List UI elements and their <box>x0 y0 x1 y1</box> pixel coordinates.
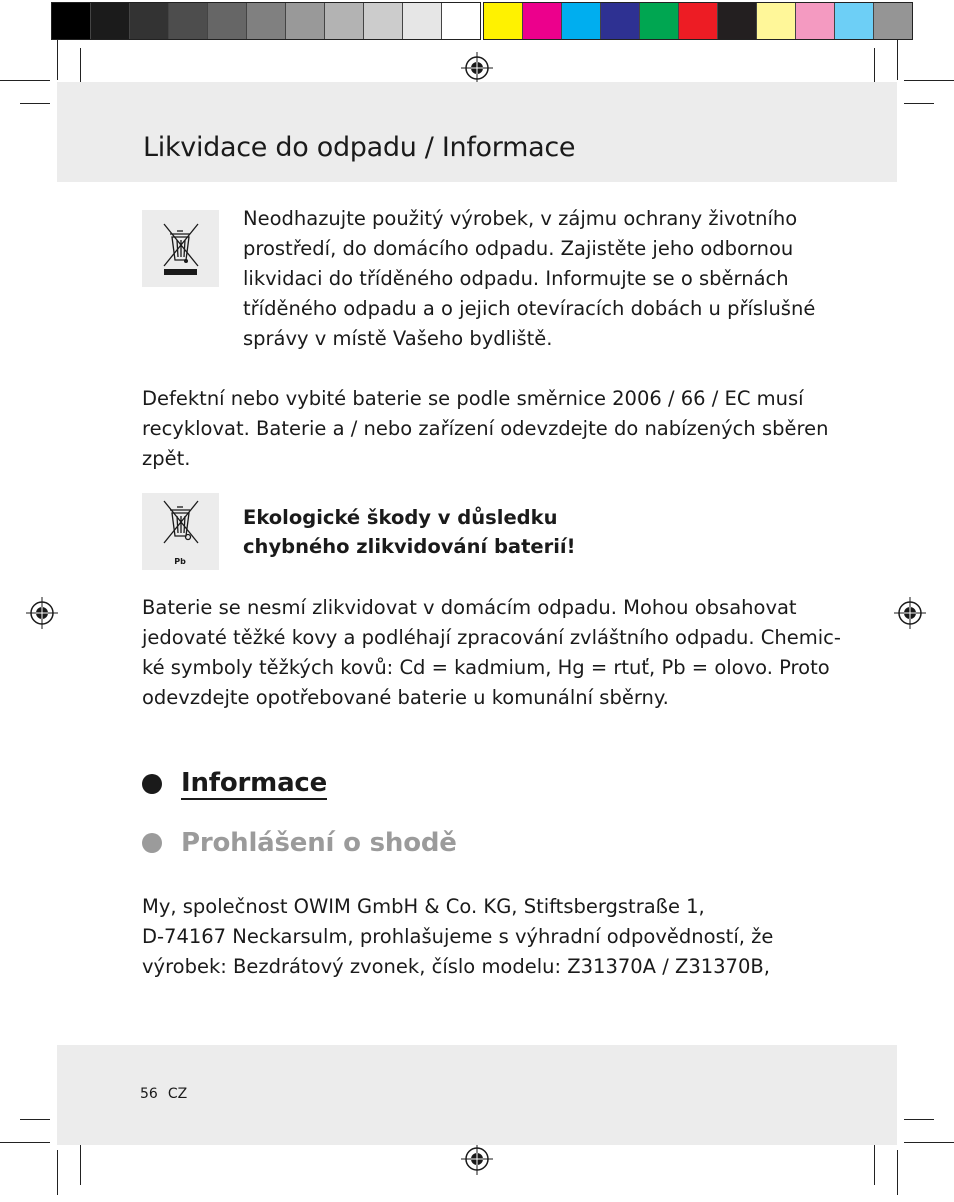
registration-mark-icon <box>26 597 58 629</box>
color-swatch <box>484 3 523 39</box>
crop-mark <box>57 1150 58 1195</box>
color-swatch <box>364 3 403 39</box>
warning-text: Ekologické škody v důsledku chybného zlikvidování baterií! <box>243 506 576 558</box>
crop-mark <box>57 40 58 80</box>
color-swatch <box>286 3 325 39</box>
battery-icon-label: Pb <box>174 557 186 566</box>
color-swatch <box>325 3 364 39</box>
battery-disposal-symbol-box <box>142 493 219 570</box>
page-title: Likvidace do odpadu / Informace <box>143 132 576 163</box>
section-heading-informace[interactable]: Informace <box>142 768 327 800</box>
crop-mark <box>20 1119 50 1120</box>
color-swatch <box>442 3 480 39</box>
color-swatch <box>562 3 601 39</box>
battery-paragraph: Defektní nebo vybité baterie se podle směrnice 2006 / 66 / EC musí recyklovat. Baterie a / nebo zařízení odevzdejte do nabízených sběren zpět. <box>142 387 829 470</box>
color-swatch <box>874 3 912 39</box>
color-swatch <box>523 3 562 39</box>
bullet-icon <box>142 774 162 794</box>
language-code: CZ <box>167 1086 188 1102</box>
crop-mark <box>897 1150 898 1195</box>
crop-mark <box>897 40 898 80</box>
color-swatch <box>835 3 874 39</box>
color-swatch <box>52 3 91 39</box>
crop-mark <box>904 1119 934 1120</box>
heavy-metal-paragraph: Baterie se nesmí zlikvidovat v domácím odpadu. Mohou obsahovat jedovaté těžké kovy a podléhají zpracování zvláštního odpadu. Chemic- ké symboly těžkých kovů: Cd = kadmium, Hg = rtuť, Pb = olovo. Proto odevzdejte opotřebované baterie u komunální sběrny. <box>142 596 841 709</box>
color-swatch <box>640 3 679 39</box>
crop-mark <box>904 80 954 81</box>
color-swatch <box>130 3 169 39</box>
crop-mark <box>0 80 50 81</box>
crop-mark <box>0 1142 50 1143</box>
registration-mark-icon <box>461 1143 493 1175</box>
color-calibration-bar <box>483 2 913 40</box>
color-swatch <box>91 3 130 39</box>
color-swatch <box>247 3 286 39</box>
color-swatch <box>169 3 208 39</box>
color-swatch <box>757 3 796 39</box>
weee-symbol-box <box>142 210 219 287</box>
bullet-icon <box>142 833 162 853</box>
disposal-paragraph: Neodhazujte použitý výrobek, v zájmu ochrany životního prostředí, do domácího odpadu. Zajistěte jeho odbornou likvidaci do tříděného odpadu. Informujte se o sběrnách tříděného odpadu a o jejich otevíracích dobách u příslušné správy v místě Vašeho bydliště. <box>243 207 816 350</box>
crop-mark <box>874 1140 875 1185</box>
section-heading-prohlaseni[interactable]: Prohlášení o shodě <box>142 828 457 858</box>
page-number: 56 <box>140 1086 158 1102</box>
registration-mark-icon <box>461 52 493 84</box>
color-swatch <box>718 3 757 39</box>
color-swatch <box>796 3 835 39</box>
color-swatch <box>403 3 442 39</box>
registration-mark-icon <box>894 597 926 629</box>
crop-mark <box>904 1142 954 1143</box>
crop-mark <box>20 103 50 104</box>
color-swatch <box>679 3 718 39</box>
page-footer <box>140 1086 187 1102</box>
color-swatch <box>601 3 640 39</box>
declaration-paragraph: My, společnost OWIM GmbH & Co. KG, Stiftsbergstraße 1, D-74167 Neckarsulm, prohlašujeme s výhradní odpovědností, že výrobek: Bezdrátový zvonek, číslo modelu: Z31370A / Z31370B, <box>142 895 774 978</box>
crop-mark <box>904 103 934 104</box>
crossed-out-battery-bin-icon <box>142 493 219 570</box>
crossed-out-bin-icon <box>142 210 219 287</box>
crop-mark <box>80 1140 81 1185</box>
color-swatch <box>208 3 247 39</box>
grayscale-calibration-bar <box>51 2 481 40</box>
